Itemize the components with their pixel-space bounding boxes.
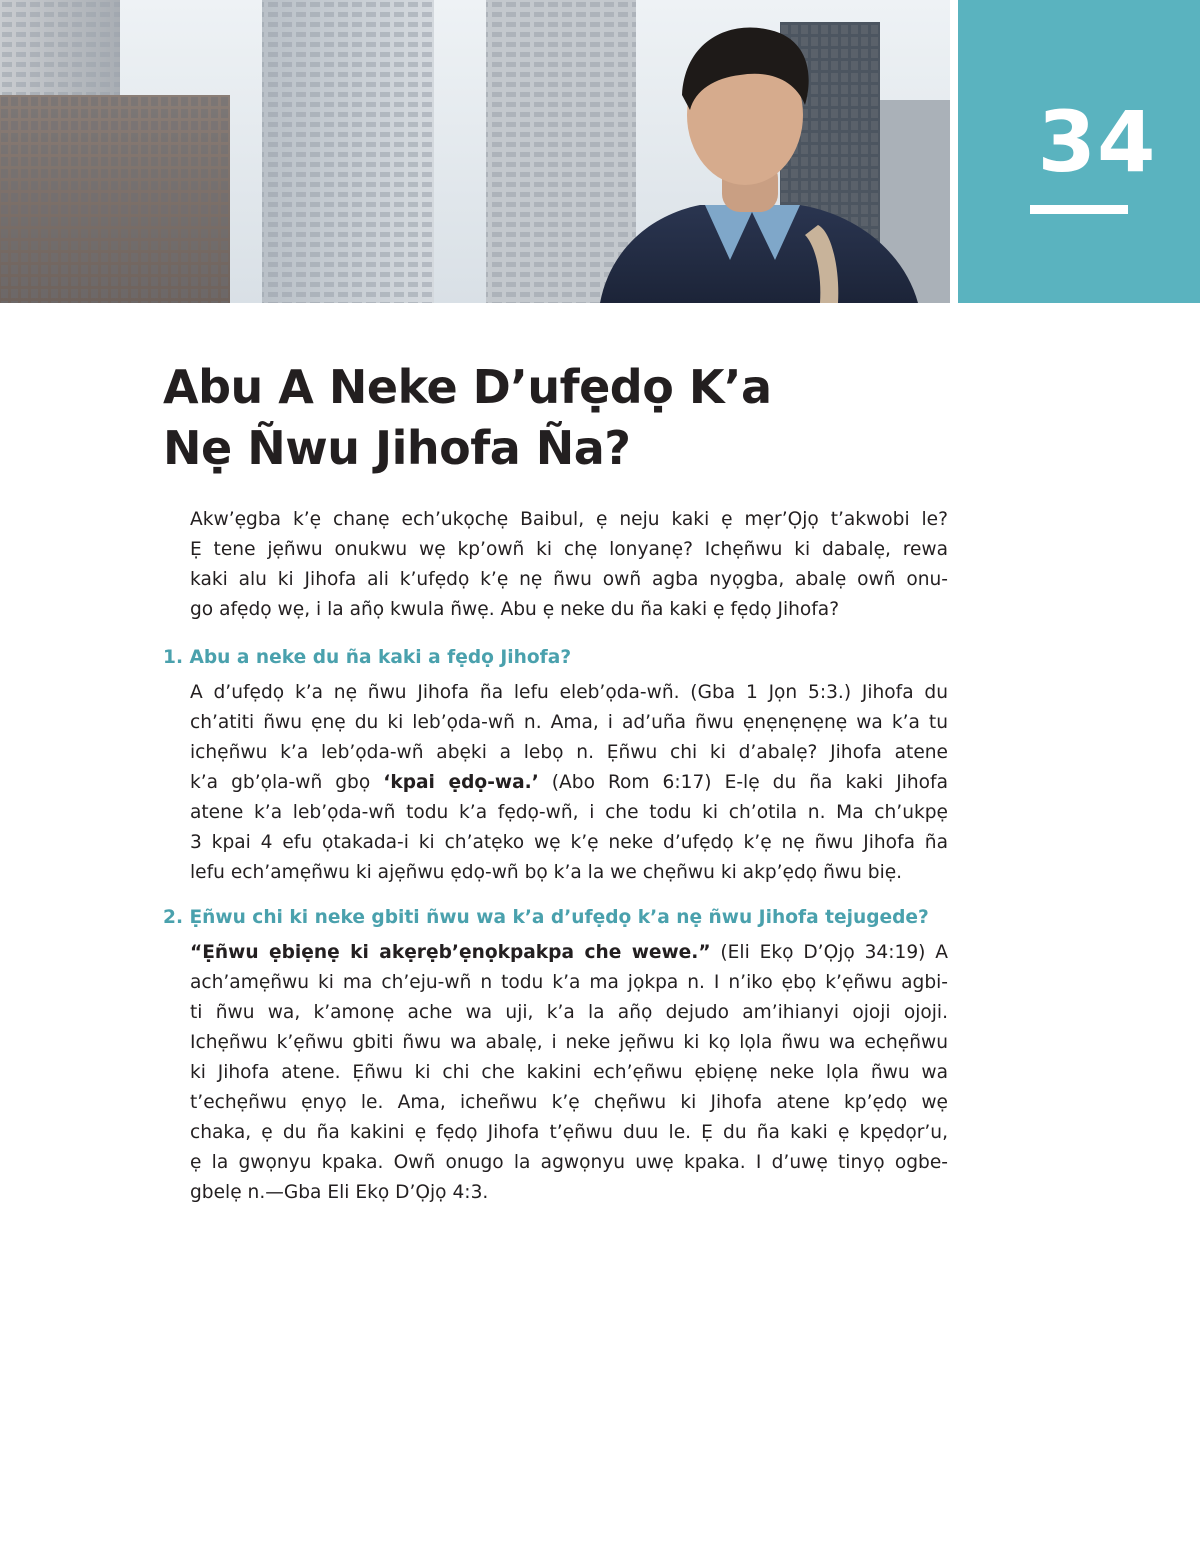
- question-1-heading: 1. Abu a neke du ña kaki a fẹdọ Jihofa?: [163, 647, 572, 668]
- quoted-phrase: ‘kpai ẹdọ-wa.’: [383, 772, 539, 793]
- lesson-number-underline: [1030, 205, 1128, 214]
- paragraph-line: [190, 938, 948, 968]
- intro-paragraph: [190, 505, 948, 625]
- paragraph-line: atene k’a leb’ọda-wñ todu k’a fẹdọ-wñ, i che todu ki ch’otila n. Ma ch’ukpẹ: [190, 802, 948, 823]
- line-text: (Eli Ekọ D’Ọjọ 34:19) A: [710, 942, 948, 963]
- paragraph-line: chaka, ẹ du ña kakini ẹ fẹdọ Jihofa t’ẹñwu duu le. Ẹ du ña kaki ẹ kpẹdọr’u,: [190, 1122, 948, 1143]
- paragraph-line: lefu ech’amẹñwu ki ajẹñwu ẹdọ-wñ bọ k’a la we chẹñwu ki akp’ẹdọ ñwu biẹ.: [190, 862, 903, 883]
- question-2-paragraph: [190, 938, 948, 1208]
- paragraph-line: gbelẹ n.—Gba Eli Ekọ D’Ọjọ 4:3.: [190, 1182, 489, 1203]
- page-title-line-1: Abu A Neke D’ufẹdọ K’a: [163, 360, 772, 414]
- quoted-verse: “Ẹñwu ẹbiẹnẹ ki akẹrẹb’ẹnọkpakpa che wewe.”: [190, 942, 711, 963]
- paragraph-line: ki Jihofa atene. Ẹñwu ki chi che kakini ech’ẹñwu ẹbiẹnẹ neke lọla ñwu wa: [190, 1062, 948, 1083]
- paragraph-line: [190, 768, 948, 798]
- lesson-number-box: [958, 0, 1200, 303]
- intro-line: Akw’ẹgba k’ẹ chanẹ ech’ukọchẹ Baibul, ẹ neju kaki ẹ mẹr’Ọjọ t’akwobi le?: [190, 509, 948, 530]
- page-title: [163, 357, 943, 479]
- lesson-number: 34: [1037, 93, 1157, 191]
- paragraph-line: ach’amẹñwu ki ma ch’eju-wñ n todu k’a ma jọkpa n. I n’iko ẹbọ k’ẹñwu agbi-: [190, 972, 948, 993]
- paragraph-line: 3 kpai 4 efu ọtakada-i ki ch’atẹko wẹ k’ẹ neke d’ufẹdọ k’ẹ nẹ ñwu Jihofa ña: [190, 832, 948, 853]
- paragraph-line: A d’ufẹdọ k’a nẹ ñwu Jihofa ña lefu eleb’ọda-wñ. (Gba 1 Jọn 5:3.) Jihofa du: [190, 682, 948, 703]
- header-photo: [0, 0, 950, 303]
- intro-line: kaki alu ki Jihofa ali k’ufẹdọ k’ẹ nẹ ñwu owñ agba nyọgba, abalẹ owñ onu-: [190, 569, 948, 590]
- page-title-line-2: Nẹ Ñwu Jihofa Ña?: [163, 421, 631, 475]
- paragraph-line: ichẹñwu k’a leb’ọda-wñ abẹki a lebọ n. Ẹñwu chi ki d’abalẹ? Jihofa atene: [190, 742, 948, 763]
- paragraph-line: Ichẹñwu k’ẹñwu gbiti ñwu wa abalẹ, i neke jẹñwu ki kọ lọla ñwu wa echẹñwu: [190, 1032, 948, 1053]
- paragraph-line: ti ñwu wa, k’amonẹ ache wa uji, k’a la añọ dejudo am’ihianyi ojoji ojoji.: [190, 1002, 948, 1023]
- paragraph-line: t’echẹñwu ẹnyọ le. Ama, icheñwu k’ẹ chẹñwu ki Jihofa atene kp’ẹdọ wẹ: [190, 1092, 948, 1113]
- header-photo-illustration: [0, 0, 950, 303]
- question-2-heading: 2. Ẹñwu chi ki neke gbiti ñwu wa k’a d’ufẹdọ k’a nẹ ñwu Jihofa tejugede?: [163, 907, 929, 928]
- question-1-paragraph: [190, 678, 948, 888]
- line-text: (Abo Rom 6:17) E-lẹ du ña kaki Jihofa: [538, 772, 948, 793]
- paragraph-line: ch’atiti ñwu ẹnẹ du ki leb’ọda-wñ n. Ama, i ad’uña ñwu ẹnẹnẹnẹnẹ wa k’a tu: [190, 712, 948, 733]
- paragraph-line: ẹ la gwọnyu kpaka. Owñ onugo la agwọnyu uwẹ kpaka. I d’uwẹ tinyọ ogbe-: [190, 1152, 948, 1173]
- line-text: k’a gb’ọla-wñ gbọ: [190, 772, 384, 793]
- intro-line: Ẹ tene jẹñwu onukwu wẹ kp’owñ ki chẹ lonyanẹ? Ichẹñwu ki dabalẹ, rewa: [190, 539, 948, 560]
- intro-line: go afẹdọ wẹ, i la añọ kwula ñwẹ. Abu ẹ neke du ña kaki ẹ fẹdọ Jihofa?: [190, 599, 840, 620]
